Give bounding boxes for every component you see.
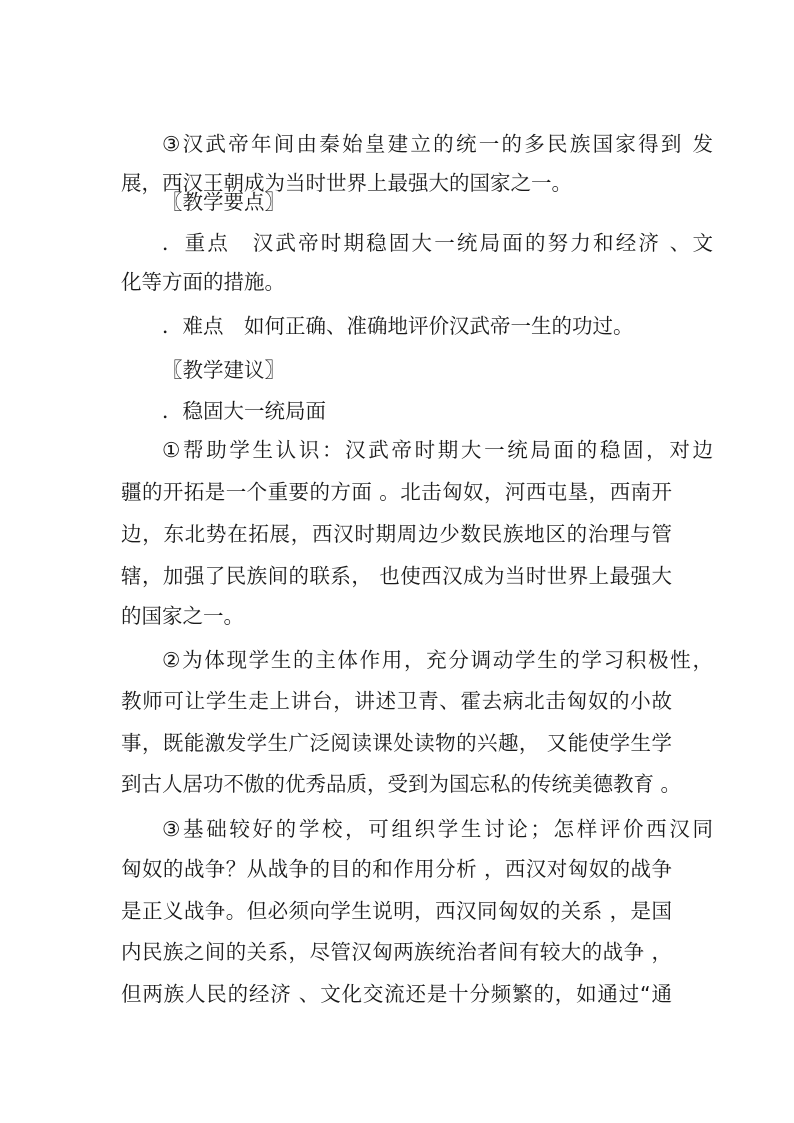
paragraph-line: 内民族之间的关系，尽管汉匈两族统治者间有较大的战争 ， <box>121 940 672 964</box>
paragraph-line: 辖，加强了民族间的联系， 也使西汉成为当时世界上最强大 <box>121 564 672 588</box>
paragraph-line: ．重点 汉武帝时期稳固大一统局面的努力和经济 、文 <box>162 231 713 255</box>
paragraph-line: 的国家之一。 <box>121 604 244 628</box>
paragraph-line: ③基础较好的学校，可组织学生讨论；怎样评价西汉同 <box>162 817 713 841</box>
paragraph-line: 展，西汉王朝成为当时世界上最强大的国家之一。 <box>121 171 572 195</box>
section-heading: 〖教学建议〗 <box>162 358 285 382</box>
paragraph-line: 化等方面的措施。 <box>121 270 285 294</box>
paragraph-line: 边，东北势在拓展，西汉时期周边少数民族地区的治理与管 <box>121 522 672 546</box>
paragraph-line: 事，既能激发学生广泛阅读课处读物的兴趣， 又能使学生学 <box>121 731 672 755</box>
paragraph-line: ①帮助学生认识：汉武帝时期大一统局面的稳固，对边 <box>162 438 713 462</box>
paragraph-line: 是正义战争。但必须向学生说明，西汉同匈奴的关系 ，是国 <box>121 899 672 923</box>
paragraph-line: 但两族人民的经济 、文化交流还是十分频繁的，如通过“通 <box>121 982 672 1006</box>
paragraph-line: ②为体现学生的主体作用，充分调动学生的学习积极性， <box>162 648 713 672</box>
paragraph-line: 匈奴的战争？从战争的目的和作用分析 ，西汉对匈奴的战争 <box>121 857 672 881</box>
paragraph-line: 到古人居功不傲的优秀品质，受到为国忘私的传统美德教育 。 <box>121 772 682 796</box>
paragraph-line: ．难点 如何正确、准确地评价汉武帝一生的功过。 <box>162 314 634 338</box>
paragraph-line: ③汉武帝年间由秦始皇建立的统一的多民族国家得到 发 <box>162 132 713 156</box>
paragraph-line: 疆的开拓是一个重要的方面 。北击匈奴，河西屯垦，西南开 <box>121 480 672 504</box>
paragraph-line: 教师可让学生走上讲台，讲述卫青、霍去病北击匈奴的小故 <box>121 689 672 713</box>
section-heading: 〖教学要点〗 <box>162 190 285 214</box>
paragraph-line: ．稳固大一统局面 <box>162 399 326 423</box>
